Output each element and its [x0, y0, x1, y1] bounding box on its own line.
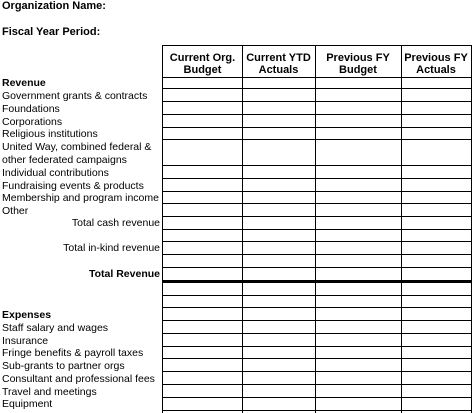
fiscal-year-label: Fiscal Year Period: [2, 26, 101, 38]
revenue-item: United Way, combined federal & [2, 141, 152, 153]
row-divider [162, 216, 472, 217]
row-divider [162, 77, 472, 78]
row-divider [162, 191, 472, 192]
revenue-item: Fundraising events & products [2, 180, 144, 192]
row-divider [162, 114, 472, 115]
revenue-item: Other [2, 205, 29, 217]
column-header-line: Budget [183, 64, 222, 76]
column-header-line: Previous FY [326, 52, 390, 64]
column-header-line: Current YTD [246, 52, 311, 64]
expenses-heading: Expenses [2, 309, 52, 321]
revenue-item: Individual contributions [2, 167, 109, 179]
row-divider [162, 254, 472, 255]
total-cash-revenue-label: Total cash revenue [71, 217, 160, 229]
row-divider [162, 371, 472, 372]
revenue-item: other federated campaigns [2, 154, 127, 166]
total-revenue-underline [162, 281, 472, 282]
expense-item: Equipment [2, 398, 53, 410]
expense-item: Staff salary and wages [2, 322, 109, 334]
row-divider [162, 384, 472, 385]
column-header-current-ytd [242, 52, 315, 76]
column-header-current-budget [163, 52, 242, 76]
revenue-item: Foundations [2, 103, 60, 115]
row-divider [162, 307, 472, 308]
column-header-previous-budget [315, 52, 401, 76]
revenue-item: Government grants & contracts [2, 90, 148, 102]
row-divider [162, 165, 472, 166]
row-divider [162, 203, 472, 204]
revenue-item: Corporations [2, 116, 63, 128]
row-divider [162, 139, 472, 140]
row-divider [162, 410, 472, 411]
row-divider [162, 241, 472, 242]
expense-item: Fringe benefits & payroll taxes [2, 347, 144, 359]
column-header-line: Actuals [416, 64, 456, 76]
column-header-line: Current Org. [169, 52, 236, 64]
row-divider [162, 320, 472, 321]
column-header-line: Previous FY [404, 52, 468, 64]
expense-item: Sub-grants to partner orgs [2, 360, 125, 372]
row-divider [162, 358, 472, 359]
row-divider [162, 346, 472, 347]
row-divider [162, 45, 472, 46]
expense-item: Travel and meetings [2, 386, 97, 398]
row-divider [162, 282, 472, 283]
revenue-item: Membership and program income [2, 192, 159, 204]
row-divider [162, 229, 472, 230]
row-divider [162, 88, 472, 89]
row-divider [162, 397, 472, 398]
column-header-line: Actuals [258, 64, 299, 76]
row-divider [162, 178, 472, 179]
revenue-heading: Revenue [2, 77, 46, 89]
row-divider [162, 127, 472, 128]
row-divider [162, 333, 472, 334]
row-divider [162, 295, 472, 296]
total-inkind-revenue-label: Total in-kind revenue [63, 242, 160, 254]
row-divider [162, 101, 472, 102]
organization-name-label: Organization Name: [2, 0, 106, 12]
expense-item: Consultant and professional fees [2, 373, 155, 385]
column-header-line: Budget [339, 64, 377, 76]
column-header-previous-actuals [401, 52, 471, 76]
row-divider [162, 267, 472, 268]
total-revenue-label: Total Revenue [89, 268, 160, 280]
expense-item: Insurance [2, 335, 49, 347]
revenue-item: Religious institutions [2, 128, 98, 140]
